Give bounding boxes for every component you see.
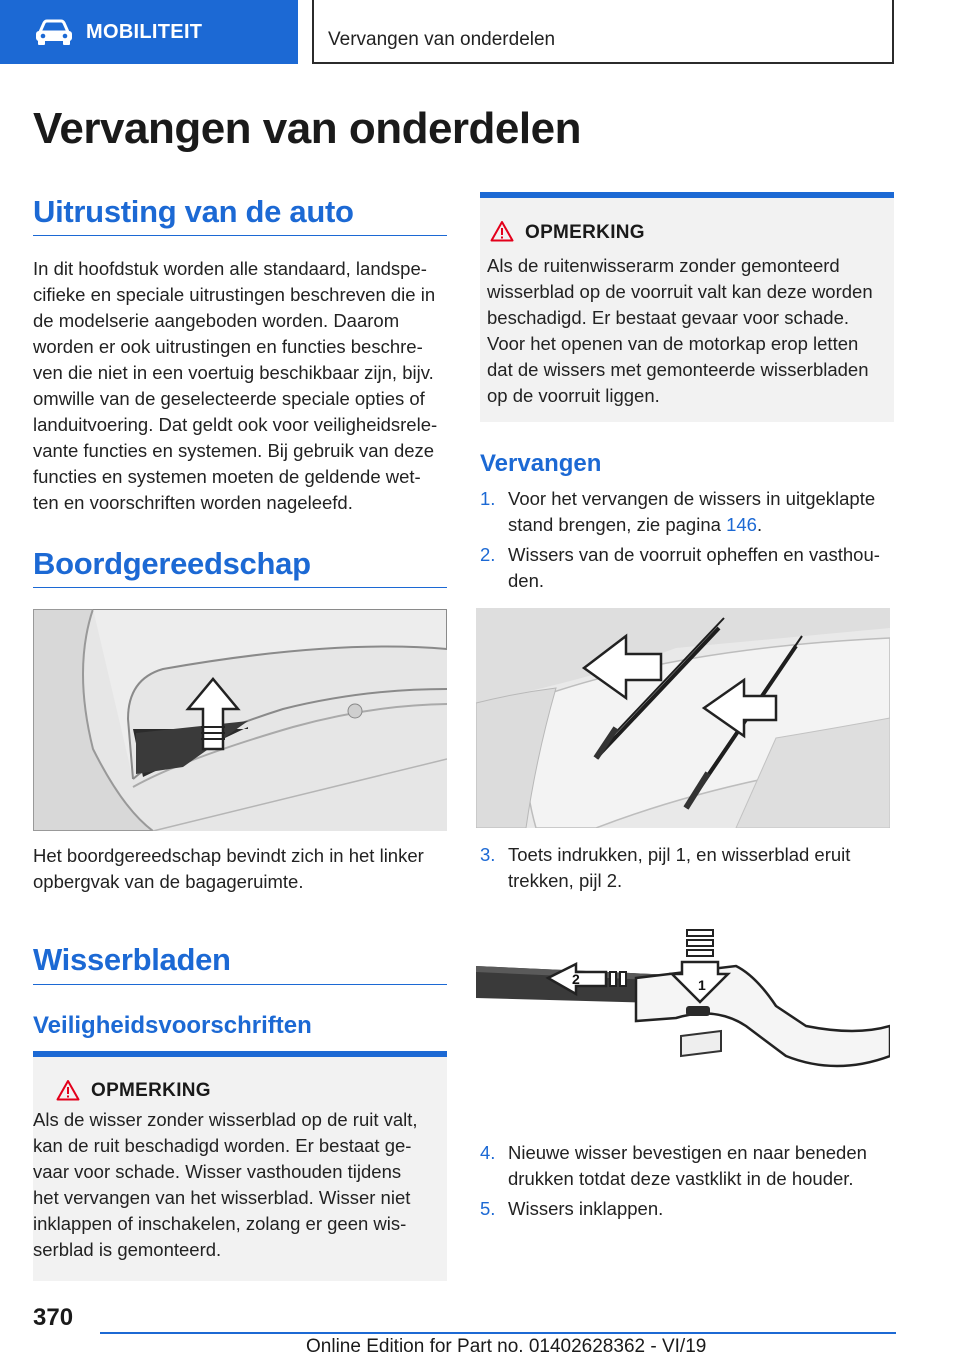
text-line: omwille van de geselecteerde speciale opties of xyxy=(33,388,425,409)
page-number: 370 xyxy=(33,1304,74,1331)
text-line: dat de wissers met gemonteerde wisserbladen xyxy=(487,359,869,380)
text-line: ven die niet in een voertuig beschikbaar zijn, bijv. xyxy=(33,362,434,383)
text-line: stand brengen, zie pagina xyxy=(508,514,727,535)
heading-rule xyxy=(33,984,447,985)
step-text xyxy=(508,842,894,894)
notice-text xyxy=(33,1107,447,1263)
heading-safety: Veiligheidsvoorschriften xyxy=(33,1012,312,1039)
text-line: Als de ruitenwisserarm zonder gemonteerd xyxy=(487,255,840,276)
text-line: kan de ruit beschadigd worden. Er bestaat ge- xyxy=(33,1135,412,1156)
text-line: Voor het openen van de motorkap erop letten xyxy=(487,333,859,354)
equipment-paragraph xyxy=(33,256,453,516)
page-title: Vervangen van onderdelen xyxy=(33,104,581,153)
breadcrumb-text: Vervangen van onderdelen xyxy=(328,29,556,50)
figure-windshield-wipers xyxy=(476,608,890,828)
section-tab[interactable] xyxy=(0,0,298,64)
text-line: cifieke en speciale uitrustingen beschreven die in xyxy=(33,284,436,305)
text-line: serblad is gemonteerd. xyxy=(33,1239,222,1260)
notice-box-wiper-arm xyxy=(480,192,894,422)
step-text xyxy=(508,1140,894,1192)
text-line: trekken, pijl 2. xyxy=(508,870,623,891)
step-number: 1. xyxy=(480,488,496,509)
text-line: inklappen of inschakelen, zolang er geen wis- xyxy=(33,1213,407,1234)
text-line: Het boordgereedschap bevindt zich in het linker xyxy=(33,845,424,866)
step-text xyxy=(508,486,894,538)
toolkit-paragraph xyxy=(33,843,453,895)
heading-replace: Vervangen xyxy=(480,450,602,477)
notice-bar xyxy=(33,1051,447,1057)
text-line: opbergvak van de bagageruimte. xyxy=(33,871,304,892)
heading-toolkit: Boordgereedschap xyxy=(33,546,311,581)
step-item xyxy=(480,1196,894,1222)
notice-title: OPMERKING xyxy=(525,222,645,243)
trunk-illustration xyxy=(33,609,447,831)
section-label: MOBILITEIT xyxy=(86,21,203,43)
text-line: op de voorruit liggen. xyxy=(487,385,660,406)
text-line: Als de wisser zonder wisserblad op de ruit valt, xyxy=(33,1109,418,1130)
text-line: de modelserie aangeboden worden. Daarom xyxy=(33,310,400,331)
text-line: Nieuwe wisser bevestigen en naar beneden xyxy=(508,1142,867,1163)
heading-equipment: Uitrusting van de auto xyxy=(33,194,354,229)
text-line: drukken totdat deze vastklikt in de houder. xyxy=(508,1168,854,1189)
step-text: Wissers inklappen. xyxy=(508,1198,664,1219)
text-line: . xyxy=(756,514,763,535)
text-line: Toets indrukken, pijl 1, en wisserblad eruit xyxy=(508,844,851,865)
notice-bar xyxy=(480,192,894,198)
windshield-illustration xyxy=(476,608,890,828)
step-number: 4. xyxy=(480,1142,496,1163)
heading-wipers: Wisserbladen xyxy=(33,942,231,977)
car-icon xyxy=(34,18,74,46)
text-line: het vervangen van het wisserblad. Wisser niet xyxy=(33,1187,411,1208)
footer-rule xyxy=(100,1332,896,1334)
heading-rule xyxy=(33,587,447,588)
text-line: vante functies en systemen. Bij gebruik van deze xyxy=(33,440,435,461)
breadcrumb xyxy=(312,0,894,64)
step-item xyxy=(480,1140,894,1192)
notice-box-safety xyxy=(33,1051,447,1281)
step-text xyxy=(508,542,894,594)
text-line: Voor het vervangen de wissers in uitgeklapte xyxy=(508,488,876,509)
text-line: beschadigd. Er bestaat gevaar voor schade. xyxy=(487,307,850,328)
warning-triangle-icon xyxy=(490,220,514,242)
warning-triangle-icon xyxy=(56,1079,80,1101)
text-line: den. xyxy=(508,570,545,591)
text-line: ten en voorschriften worden nageleefd. xyxy=(33,492,353,513)
step-item xyxy=(480,486,894,538)
figure-trunk-storage xyxy=(33,609,447,831)
text-line: worden er ook uitrustingen en functies beschre- xyxy=(33,336,423,357)
step-number: 5. xyxy=(480,1198,496,1219)
text-line: Wissers van de voorruit opheffen en vasthou- xyxy=(508,544,880,565)
arrow-label-1: 1 xyxy=(698,977,706,993)
step-number: 2. xyxy=(480,544,496,565)
notice-text xyxy=(487,253,893,409)
wiper-blade-illustration xyxy=(476,906,890,1128)
text-line: functies en systemen moeten de geldende wet- xyxy=(33,466,421,487)
footer-edition: Online Edition for Part no. 01402628362 - VI/19 xyxy=(306,1336,707,1357)
page-link[interactable]: 146 xyxy=(726,514,757,535)
text-line: In dit hoofdstuk worden alle standaard, landspe- xyxy=(33,258,427,279)
arrow-label-2: 2 xyxy=(572,971,580,987)
text-line: wisserblad op de voorruit valt kan deze worden xyxy=(487,281,873,302)
step-item xyxy=(480,542,894,594)
step-item xyxy=(480,842,894,894)
text-line: landuitvoering. Dat geldt ook voor veiligheidsrele- xyxy=(33,414,438,435)
step-number: 3. xyxy=(480,844,496,865)
figure-wiper-blade xyxy=(476,906,890,1128)
text-line: vaar voor schade. Wisser vasthouden tijdens xyxy=(33,1161,402,1182)
heading-rule xyxy=(33,235,447,236)
notice-title: OPMERKING xyxy=(91,1080,211,1101)
